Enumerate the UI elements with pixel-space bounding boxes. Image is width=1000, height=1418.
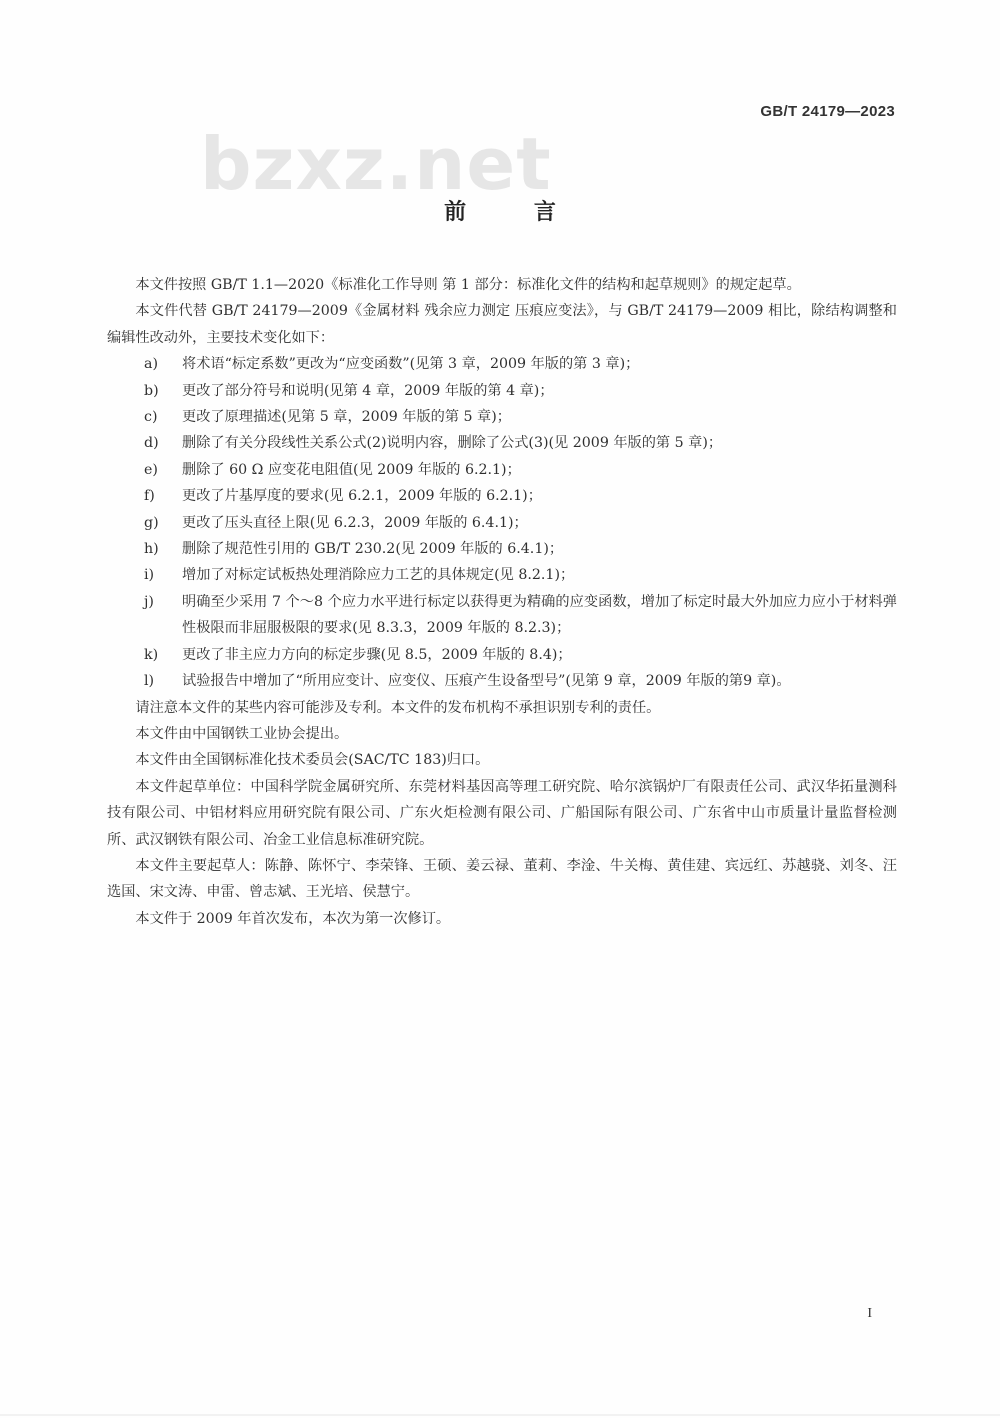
standard-code: GB/T 24179—2023 xyxy=(760,103,895,120)
change-item-i xyxy=(107,562,897,588)
change-item-k xyxy=(107,642,897,668)
page-bottom-divider xyxy=(0,1414,1000,1416)
change-item-mark: b) xyxy=(144,382,159,399)
change-item-text: 将术语“标定系数”更改为“应变函数”(见第 3 章，2009 年版的第 3 章)； xyxy=(182,356,640,373)
change-item-g xyxy=(107,510,897,536)
change-item-h xyxy=(107,536,897,562)
page-title: 前 言 xyxy=(444,200,586,225)
change-item-text: 明确至少采用 7 个～8 个应力水平进行标定以获得更为精确的应变函数，增加了标定时最大外加应力应小于材料弹性极限而非屈服极限的要求(见 8.3.3，2009 年版的 8.2.3)； xyxy=(182,593,897,637)
change-item-mark: k) xyxy=(144,646,159,663)
change-item-d xyxy=(107,430,897,456)
change-item-f xyxy=(107,483,897,509)
change-item-mark: g) xyxy=(144,514,159,531)
change-item-text: 增加了对标定试板热处理消除应力工艺的具体规定(见 8.2.1)； xyxy=(182,567,575,584)
change-item-text: 删除了 60 Ω 应变花电阻值(见 2009 年版的 6.2.1)； xyxy=(182,461,521,478)
change-item-mark: e) xyxy=(144,461,158,478)
change-item-mark: h) xyxy=(144,541,159,558)
preface-body xyxy=(107,272,897,932)
paragraph-history: 本文件于 2009 年首次发布，本次为第一次修订。 xyxy=(135,910,451,927)
paragraph-replacement: 本文件代替 GB/T 24179—2009《金属材料 残余应力测定 压痕应变法》，与 GB/T 24179—2009 相比，除结构调整和编辑性改动外，主要技术变化如下： xyxy=(107,303,897,346)
page-number: I xyxy=(867,1306,872,1321)
change-item-a xyxy=(107,351,897,377)
change-item-mark: d) xyxy=(144,435,159,452)
change-item-text: 试验报告中增加了“所用应变计、应变仪、压痕产生设备型号”(见第 9 章，2009 年版的第9 章)。 xyxy=(182,673,791,690)
change-item-mark: j) xyxy=(144,593,154,610)
paragraph-drafters: 本文件主要起草人：陈静、陈怀宁、李荣锋、王硕、姜云禄、董莉、李淦、牛关梅、黄佳建、宾远红、苏越骁、刘冬、汪选国、宋文涛、申雷、曾志斌、王光培、侯慧宁。 xyxy=(107,857,897,901)
paragraph-patent-notice: 请注意本文件的某些内容可能涉及专利。本文件的发布机构不承担识别专利的责任。 xyxy=(135,699,661,716)
change-item-text: 更改了片基厚度的要求(见 6.2.1，2009 年版的 6.2.1)； xyxy=(182,488,542,505)
change-item-e xyxy=(107,457,897,483)
change-item-c xyxy=(107,404,897,430)
paragraph-drafting-units: 本文件起草单位：中国科学院金属研究所、东莞材料基因高等理工研究院、哈尔滨锅炉厂有限责任公司、武汉华拓量测科技有限公司、中铝材料应用研究院有限公司、广东火炬检测有限公司、广船国际有限公司、广东省中山市质量计量监督检测所、武汉钢铁有限公司、冶金工业信息标准研究院。 xyxy=(107,778,897,848)
change-item-mark: a) xyxy=(144,356,158,373)
change-item-text: 删除了规范性引用的 GB/T 230.2(见 2009 年版的 6.4.1)； xyxy=(182,541,564,558)
paragraph-proposer: 本文件由中国钢铁工业协会提出。 xyxy=(135,725,349,742)
change-item-text: 更改了非主应力方向的标定步骤(见 8.5，2009 年版的 8.4)； xyxy=(182,646,572,663)
paragraph-drafting-basis: 本文件按照 GB/T 1.1—2020《标准化工作导则 第 1 部分：标准化文件的结构和起草规则》的规定起草。 xyxy=(135,277,801,293)
change-item-mark: c) xyxy=(144,409,158,426)
change-item-text: 更改了原理描述(见第 5 章，2009 年版的第 5 章)； xyxy=(182,409,511,426)
change-item-b xyxy=(107,378,897,404)
change-item-text: 更改了压头直径上限(见 6.2.3，2009 年版的 6.4.1)； xyxy=(182,514,528,531)
change-item-text: 删除了有关分段线性关系公式(2)说明内容，删除了公式(3)(见 2009 年版的第 5 章)； xyxy=(182,435,723,452)
change-item-j xyxy=(107,589,897,642)
watermark-text: bzxz.net xyxy=(200,122,552,206)
change-item-mark: i) xyxy=(144,567,155,584)
change-item-mark: l) xyxy=(144,673,155,690)
change-item-l xyxy=(107,668,897,694)
paragraph-committee: 本文件由全国钢标准化技术委员会(SAC/TC 183)归口。 xyxy=(135,752,490,769)
change-item-text: 更改了部分符号和说明(见第 4 章，2009 年版的第 4 章)； xyxy=(182,382,554,399)
change-item-mark: f) xyxy=(144,488,155,505)
